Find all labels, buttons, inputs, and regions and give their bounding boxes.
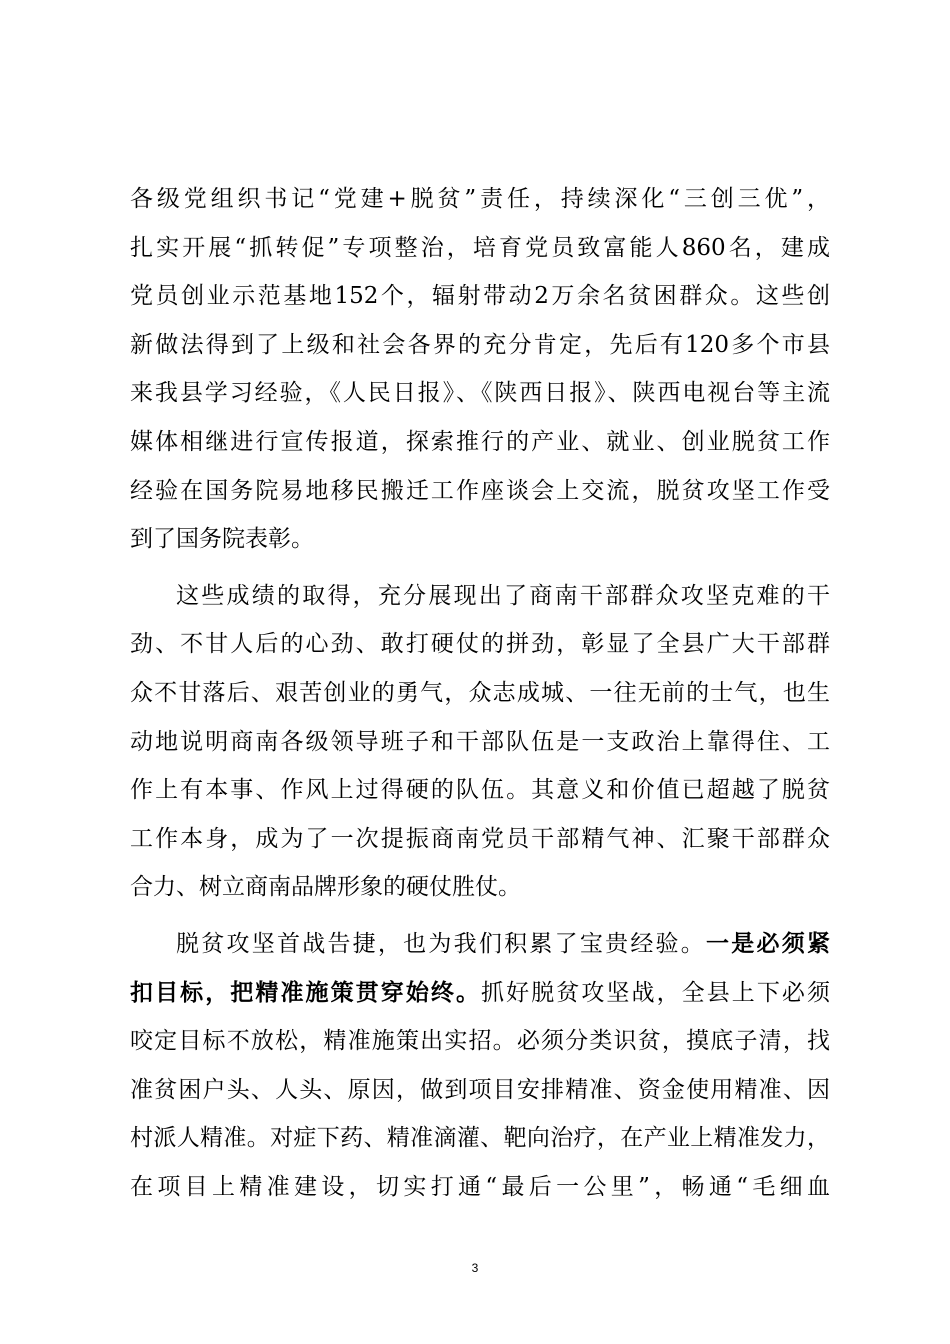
paragraph-3 <box>130 920 830 1212</box>
text-line: 村派人精准。对症下药、精准滴灌、靶向治疗，在产业上精准发力， <box>130 1125 830 1152</box>
text-line: 众不甘落后、艰苦创业的勇气，众志成城、一往无前的士气，也生 <box>130 679 830 706</box>
text-line: 劲、不甘人后的心劲、敢打硬仗的拼劲，彰显了全县广大干部群 <box>130 631 830 658</box>
text-run: 抓好脱贫攻坚战，全县上下必须 <box>481 979 831 1006</box>
text-line: 各级党组织书记“党建+脱贫”责任，持续深化“三创三优”， <box>130 186 830 212</box>
paragraph-1 <box>130 175 830 564</box>
paragraph-2 <box>130 572 830 912</box>
document-body <box>130 175 830 1211</box>
text-line: 作上有本事、作风上过得硬的队伍。其意义和价值已超越了脱贫 <box>130 777 830 804</box>
page-number: 3 <box>471 1261 479 1275</box>
bold-text-run: 一是必须紧 <box>706 929 831 957</box>
text-line: 党员创业示范基地152个，辐射带动2万余名贫困群众。这些创 <box>130 283 830 310</box>
paragraph-spacer <box>130 912 830 920</box>
text-line <box>130 920 830 969</box>
text-run: 脱贫攻坚首战告捷，也为我们积累了宝贵经验。 <box>176 930 707 957</box>
paragraph-spacer <box>130 564 830 572</box>
text-line: 到了国务院表彰。 <box>130 526 314 553</box>
text-line: 扎实开展“抓转促”专项整治，培育党员致富能人860名，建成 <box>130 234 830 261</box>
text-line: 合力、树立商南品牌形象的硬仗胜仗。 <box>130 874 521 901</box>
text-line: 在项目上精准建设，切实打通“最后一公里”，畅通“毛细血 <box>130 1173 830 1200</box>
text-line <box>130 969 830 1018</box>
text-line: 动地说明商南各级领导班子和干部队伍是一支政治上靠得住、工 <box>130 728 830 755</box>
text-line: 媒体相继进行宣传报道，探索推行的产业、就业、创业脱贫工作 <box>130 428 830 455</box>
text-line: 工作本身，成为了一次提振商南党员干部精气神、汇聚干部群众 <box>130 825 830 852</box>
text-line: 新做法得到了上级和社会各界的充分肯定，先后有120多个市县 <box>130 331 830 358</box>
text-line: 咬定目标不放松，精准施策出实招。必须分类识贫，摸底子清，找 <box>130 1028 830 1055</box>
text-line: 经验在国务院易地移民搬迁工作座谈会上交流，脱贫攻坚工作受 <box>130 477 830 504</box>
text-line: 来我县学习经验，《人民日报》、《陕西日报》、陕西电视台等主流 <box>130 380 830 407</box>
text-line: 准贫困户头、人头、原因，做到项目安排精准、资金使用精准、因 <box>130 1076 830 1103</box>
text-line: 这些成绩的取得，充分展现出了商南干部群众攻坚克难的干 <box>176 582 830 609</box>
bold-text-run: 扣目标，把精准施策贯穿始终。 <box>130 978 482 1006</box>
